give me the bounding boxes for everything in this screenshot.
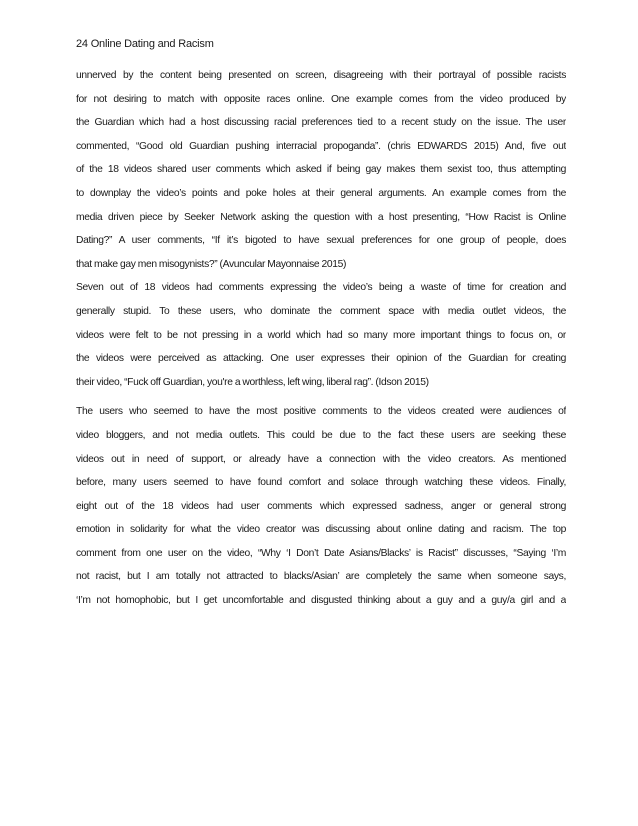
text-line: unnerved by the content being presented on screen, disagreeing with their portrayal of possible racists <box>76 70 566 81</box>
text-line: the Guardian which had a host discussing racial preferences tied to a recent study on the issue. The user <box>76 117 566 129</box>
text-line: eight out of the 18 videos had user comments which expressed sadness, anger or general strong <box>76 500 566 512</box>
text-line: ‘I’m not homophobic, but I get uncomfortable and disgusted thinking about a guy and a guy/a girl and a <box>76 595 566 607</box>
text-line: video bloggers, and not media outlets. This could be due to the fact these users are seeking these <box>76 429 566 441</box>
text-line: media driven piece by Seeker Network asking the question with a host presenting, “How Racist is Online <box>76 211 566 223</box>
text-line: commented, “Good old Guardian pushing interracial propoganda”. (chris EDWARDS 2015) And, five out <box>76 140 566 152</box>
paragraph-3 <box>76 400 566 612</box>
text-line: of the 18 videos shared user comments which asked if being gay makes them sexist too, thus attempting <box>76 164 566 176</box>
text-line: comment from one user on the video, “Why ‘I Don’t Date Asians/Blacks’ is Racist” discusses, “Saying ‘I’m <box>76 547 566 559</box>
running-header: 24 Online Dating and Racism <box>76 38 214 50</box>
text-line: to downplay the video’s points and poke holes at their general arguments. An example comes from the <box>76 187 566 199</box>
text-line: the videos were perceived as attacking. One user expresses their opinion of the Guardian for creating <box>76 353 566 365</box>
text-line: that make gay men misogynists?” (Avuncular Mayonnaise 2015) <box>76 258 347 270</box>
text-line: before, many users seemed to have found comfort and solace through watching these videos. Finally, <box>76 477 566 489</box>
text-line: generally stupid. To these users, who dominate the comment space with media outlet videos, the <box>76 305 566 317</box>
text-line: not racist, but I am totally not attracted to blacks/Asian’ are completely the same when someone says, <box>76 571 566 583</box>
paragraph-1 <box>76 64 566 276</box>
text-line: videos were felt to be not pressing in a world which had so many more important things to focus on, or <box>76 329 566 341</box>
text-line: their video, “Fuck off Guardian, you're a worthless, left wing, liberal rag”. (Idson 2015) <box>76 376 429 388</box>
text-line: for not desiring to match with opposite races online. One example comes from the video produced by <box>76 93 566 105</box>
text-line: emotion in solidarity for what the video creator was discussing about online dating and racism. The top <box>76 524 566 536</box>
text-line: Dating?” A user comments, “If it’s bigoted to have sexual preferences for one group of people, does <box>76 235 566 247</box>
text-line: videos out in need of support, or already have a connection with the video creators. As mentioned <box>76 453 566 465</box>
text-line: Seven out of 18 videos had comments expressing the video’s being a waste of time for creation and <box>76 282 566 294</box>
body-text <box>76 64 566 613</box>
text-line: The users who seemed to have the most positive comments to the videos created were audiences of <box>76 406 566 418</box>
paragraph-2 <box>76 276 566 394</box>
